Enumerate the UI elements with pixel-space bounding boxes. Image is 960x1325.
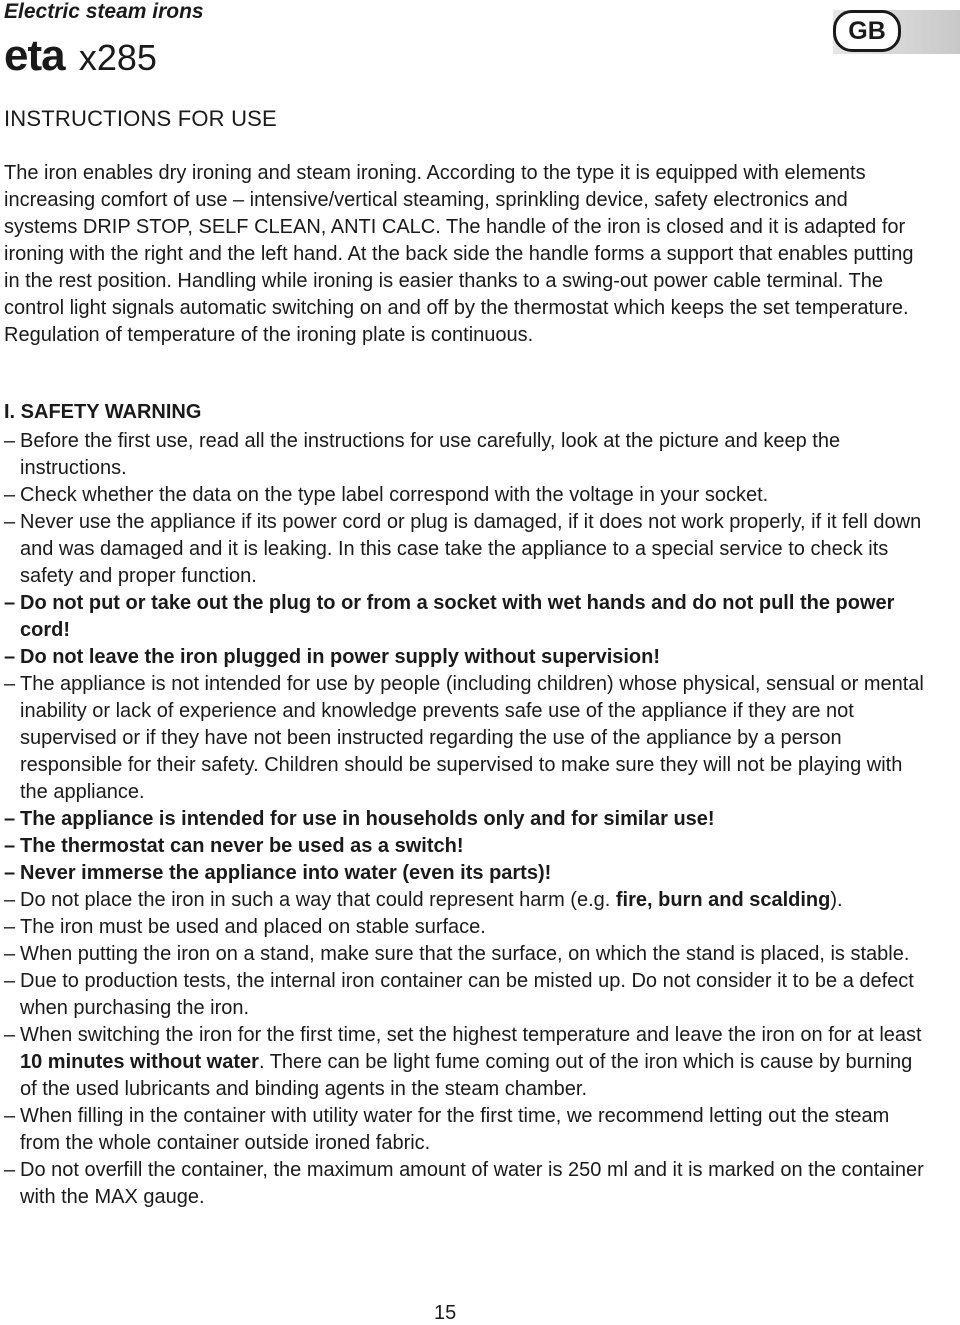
brand-heading — [4, 30, 157, 84]
safety-warning-title: I. SAFETY WARNING — [4, 401, 202, 423]
list-item — [4, 1157, 934, 1211]
page-number: 15 — [434, 1302, 457, 1324]
list-item — [4, 428, 934, 482]
language-badge: GB — [833, 10, 901, 52]
list-item-text-bold: fire, burn and scalding — [615, 889, 831, 911]
intro-text: The iron enables dry ironing and steam ironing. According to the type it is equipped with elements increasing comfort of use – intensive/vertical steaming, sprinkling device, safety electronics and systems DRIP STOP, SELF CLEAN, ANTI CALC. The handle of the iron is closed and it is adapted for ironing with the right and the left hand. At the back side the handle forms a support that enables putting in the rest position. Handling while ironing is easier thanks to a swing-out power cable terminal. The control light signals automatic switching on and off by the thermostat which keeps the set temperature. Regulation of temperature of the ironing plate is continuous. — [4, 162, 914, 346]
dash-marker: – — [4, 943, 16, 965]
list-item-text-pre: When switching the iron for the first time, set the highest temperature and leave the iron on for at least — [20, 1024, 922, 1046]
list-item-emphasis — [4, 860, 934, 887]
list-item — [4, 914, 934, 941]
document-subtitle: Electric steam irons — [4, 0, 204, 23]
list-item — [4, 671, 934, 806]
list-item-text-post: . There can be light fume coming out of the iron which is cause by burning of the used lubricants and binding agents in the steam chamber. — [20, 1051, 913, 1100]
section-title: INSTRUCTIONS FOR USE — [4, 106, 277, 131]
list-item-emphasis — [4, 590, 934, 644]
list-item-emphasis — [4, 833, 934, 860]
list-item — [4, 482, 934, 509]
list-item-text-post: ). — [830, 889, 843, 911]
list-item — [4, 968, 934, 1022]
list-item-text: Do not leave the iron plugged in power supply without supervision! — [20, 646, 661, 668]
dash-marker: – — [4, 889, 16, 911]
dash-marker: – — [4, 430, 16, 452]
dash-marker: – — [4, 673, 16, 695]
dash-marker: – — [4, 916, 16, 938]
list-item-text: The appliance is not intended for use by people (including children) whose physical, sensual or mental inability or lack of experience and knowledge prevents safe use of the appliance if they are not supervised or if they have not been instructed regarding the use of the appliance by a person responsible for their safety. Children should be supervised to make sure they will not be playing with the appliance. — [20, 673, 924, 803]
list-item — [4, 509, 934, 590]
dash-marker: – — [4, 808, 16, 830]
list-item-text: Never immerse the appliance into water (even its parts)! — [20, 862, 552, 884]
list-item-text: When filling in the container with utility water for the first time, we recommend letting out the steam from the whole container outside ironed fabric. — [20, 1105, 890, 1154]
list-item — [4, 1022, 934, 1103]
safety-warning-list — [4, 428, 934, 1211]
dash-marker: – — [4, 511, 16, 533]
list-item — [4, 1103, 934, 1157]
list-item-text: The iron must be used and placed on stable surface. — [20, 916, 486, 938]
list-item-emphasis — [4, 644, 934, 671]
list-item-text-bold: 10 minutes without water — [20, 1051, 259, 1073]
dash-marker: – — [4, 646, 16, 668]
dash-marker: – — [4, 1024, 16, 1046]
list-item — [4, 887, 934, 914]
list-item-text: When putting the iron on a stand, make sure that the surface, on which the stand is placed, is stable. — [20, 943, 910, 965]
dash-marker: – — [4, 1159, 16, 1181]
list-item — [4, 941, 934, 968]
list-item-text: Before the first use, read all the instructions for use carefully, look at the picture and keep the instructions. — [20, 430, 841, 479]
intro-paragraph — [4, 160, 914, 349]
dash-marker: – — [4, 862, 16, 884]
list-item-text: The thermostat can never be used as a switch! — [20, 835, 464, 857]
dash-marker: – — [4, 484, 16, 506]
model-number: x285 — [78, 37, 157, 78]
dash-marker: – — [4, 835, 16, 857]
list-item-text: Check whether the data on the type label correspond with the voltage in your socket. — [20, 484, 769, 506]
dash-marker: – — [4, 1105, 16, 1127]
list-item-text: The appliance is intended for use in households only and for similar use! — [20, 808, 715, 830]
list-item-emphasis — [4, 806, 934, 833]
list-item-text-pre: Do not place the iron in such a way that could represent harm (e.g. — [20, 889, 616, 911]
list-item-text: Do not put or take out the plug to or from a socket with wet hands and do not pull the power cord! — [20, 592, 895, 641]
list-item-text: Never use the appliance if its power cord or plug is damaged, if it does not work properly, if it fell down and was damaged and it is leaking. In this case take the appliance to a special service to check its safety and proper function. — [20, 511, 922, 587]
list-item-text: Due to production tests, the internal iron container can be misted up. Do not consider it to be a defect when purchasing the iron. — [20, 970, 914, 1019]
dash-marker: – — [4, 970, 16, 992]
list-item-text: Do not overfill the container, the maximum amount of water is 250 ml and it is marked on the container with the MAX gauge. — [20, 1159, 924, 1208]
dash-marker: – — [4, 592, 16, 614]
brand-logo: eta — [4, 31, 65, 80]
